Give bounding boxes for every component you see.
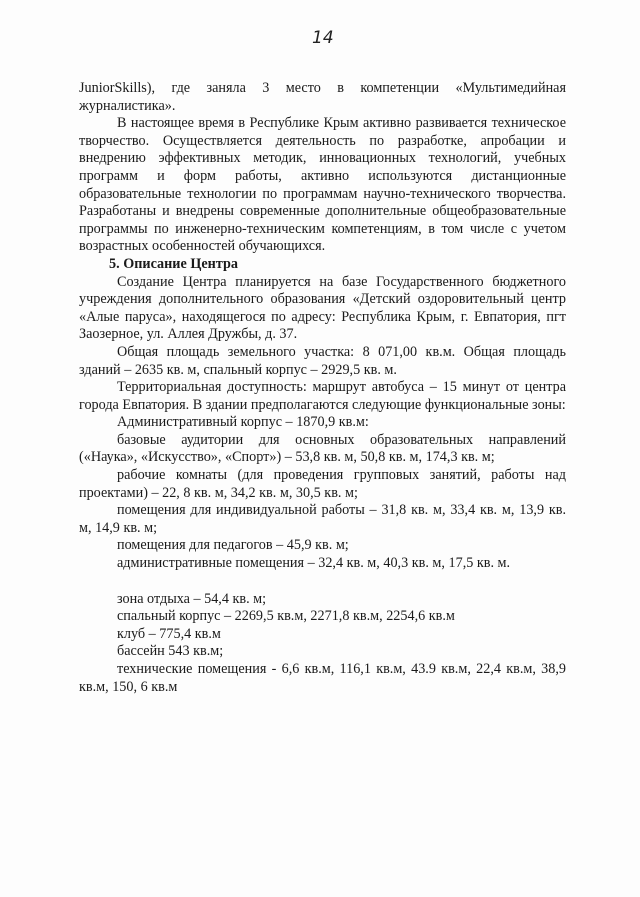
section-heading: 5. Описание Центра (109, 255, 238, 272)
zone-sleeping-building: спальный корпус – 2269,5 кв.м, 2271,8 кв.м, 2254,6 кв.м (117, 608, 455, 625)
spacer (79, 573, 566, 591)
paragraph-intro: JuniorSkills), где заняла 3 место в компетенции «Мультимедийная журналистика». (79, 80, 566, 114)
zone-individual-rooms: помещения для индивидуальной работы – 31,8 кв. м, 33,4 кв. м, 13,9 кв. м, 14,9 кв. м; (79, 502, 566, 536)
paragraph-current-state: В настоящее время в Республике Крым активно развивается техническое творчество. Осуществляется деятельность по разработке, апробации и внедрению эффективных методик, инновационных технологий, учебных программ и форм работы, активно используются дистанционные образовательные технологии по программам научно-технического творчества. Разработаны и внедрены современные дополнительные общеобразовательные программы по инженерно-техническим компетенциям, в том числе с учетом возрастных особенностей обучающихся. (79, 115, 566, 255)
page-number: 14 (312, 28, 334, 48)
paragraph-area: Общая площадь земельного участка: 8 071,00 кв.м. Общая площадь зданий – 2635 кв. м, спальный корпус – 2929,5 кв. м. (79, 343, 566, 378)
paragraph-accessibility: Территориальная доступность: маршрут автобуса – 15 минут от центра города Евпатория. В здании предполагаются следующие функциональные зоны: (79, 379, 566, 413)
zone-base-rooms: базовые аудитории для основных образовательных направлений («Наука», «Искусство», «Спорт») – 53,8 кв. м, 50,8 кв. м, 174,3 кв. м; (79, 431, 566, 466)
zone-admin-building: Административный корпус – 1870,9 кв.м: (117, 414, 369, 431)
zone-rest: зона отдыха – 54,4 кв. м; (117, 590, 267, 607)
zone-club: клуб – 775,4 кв.м (117, 625, 221, 642)
zone-teacher-rooms: помещения для педагогов – 45,9 кв. м; (117, 537, 349, 554)
paragraph-creation: Создание Центра планируется на базе Государственного бюджетного учреждения дополнительного образования «Детский оздоровительный центр «Алые паруса», находящегося по адресу: Республика Крым, г. Евпатория, пгт Заозерное, ул. Аллея Дружбы, д. 37. (79, 273, 566, 343)
zone-admin-rooms: административные помещения – 32,4 кв. м, 40,3 кв. м, 17,5 кв. м. (117, 555, 511, 572)
zone-work-rooms: рабочие комнаты (для проведения групповых занятий, работы над проектами) – 22, 8 кв. м, 34,2 кв. м, 30,5 кв. м; (79, 467, 566, 501)
zone-pool: бассейн 543 кв.м; (117, 643, 224, 660)
zone-technical-rooms: технические помещения - 6,6 кв.м, 116,1 кв.м, 43.9 кв.м, 22,4 кв.м, 38,9 кв.м, 150, 6 кв.м (79, 661, 566, 695)
page-content (79, 80, 566, 696)
